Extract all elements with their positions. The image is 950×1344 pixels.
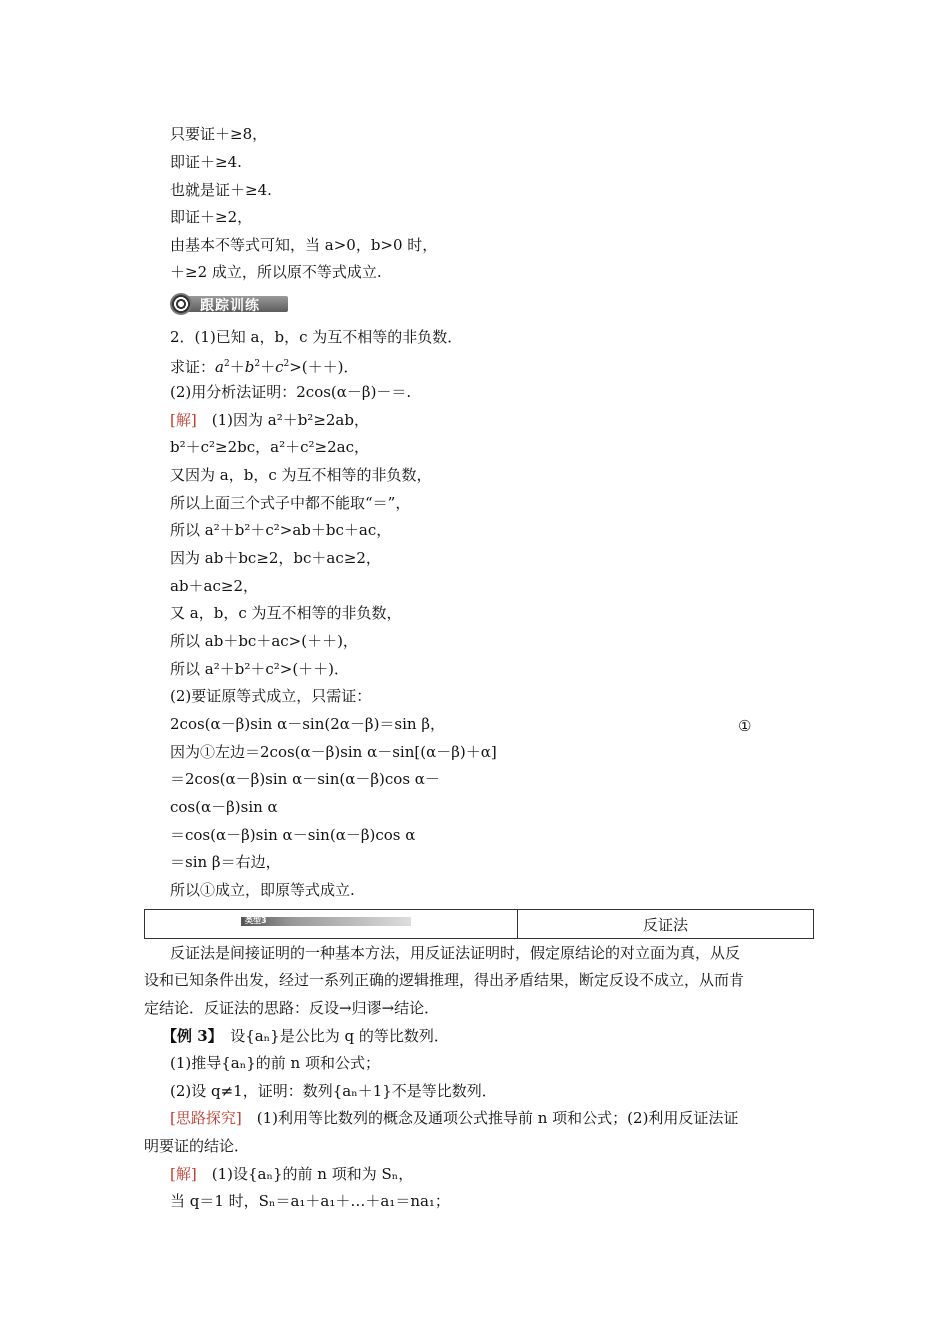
equation-number: ① (738, 717, 752, 735)
text-line: 也就是证＋≥4. (170, 181, 272, 199)
type-title: 反证法 (642, 916, 688, 934)
solution-line: 所以①成立，即原等式成立. (170, 881, 355, 899)
problem-expr: (＋＋)． (301, 358, 359, 376)
badge-label: 跟踪训练 (200, 298, 260, 314)
problem-prefix: 求证： (170, 358, 216, 376)
solution-line: 因为①左边＝2cos(α－β)sin α－sin[(α－β)＋α] (170, 743, 497, 761)
method-line: 设和已知条件出发，经过一系列正确的逻辑推理，得出矛盾结果，断定反设不成立，从而肯 (144, 971, 745, 989)
solution-line: 所以 a²＋b²＋c²>ab＋bc＋ac， (170, 521, 392, 539)
solution-line: 所以 a²＋b²＋c²>(＋＋)． (170, 660, 350, 678)
example-label: 【例 3】 (162, 1027, 216, 1045)
solution-line: b²＋c²≥2bc，a²＋c²≥2ac， (170, 438, 369, 456)
solution2-line (170, 1164, 413, 1184)
solution-line: 因为 ab＋bc≥2，bc＋ac≥2， (170, 549, 381, 567)
solution-line: cos(α－β)sin α (170, 798, 278, 816)
text-line: ＋≥2 成立，所以原不等式成立. (170, 263, 382, 281)
solution-line: 又 a，b，c 为互不相等的非负数， (170, 604, 402, 622)
solution-tag: [解] (170, 411, 197, 429)
section-badge (170, 293, 288, 315)
solution-line (170, 410, 369, 430)
solution-line: ＝sin β＝右边， (170, 853, 281, 871)
solution-line: ＝2cos(α－β)sin α－sin(α－β)cos α－ (170, 770, 440, 788)
target-icon (170, 293, 192, 315)
solution-line: 2cos(α－β)sin α－sin(2α－β)＝sin β， (170, 715, 446, 733)
solution2-text: (1)设{aₙ}的前 n 项和为 Sₙ， (211, 1165, 414, 1183)
solution2-line: 当 q＝1 时，Sₙ＝a₁＋a₁＋…＋a₁＝na₁； (170, 1192, 450, 1210)
type-table (144, 909, 814, 939)
example-stmt: 设{aₙ}是公比为 q 的等比数列． (230, 1027, 449, 1045)
problem-line: 求证：$a^2+b^2+c^2>(++)$． (170, 358, 359, 376)
solution-text: (1)因为 a²＋b²≥2ab， (211, 411, 369, 429)
text-line: 即证＋≥2， (170, 208, 253, 226)
text-line: 由基本不等式可知，当 a>0，b>0 时， (170, 236, 438, 254)
idea-tag: [思路探究] (170, 1109, 242, 1127)
example-line (162, 1026, 449, 1046)
solution-line: 所以上面三个式子中都不能取“＝”， (170, 494, 411, 512)
text-line: 即证＋≥4. (170, 153, 242, 171)
method-line: 定结论．反证法的思路：反设→归谬→结论． (144, 999, 440, 1017)
solution-line: 所以 ab＋bc＋ac>(＋＋)， (170, 632, 358, 650)
solution2-tag: [解] (170, 1165, 197, 1183)
idea-text: (1)利用等比数列的概念及通项公式推导前 n 项和公式；(2)利用反证法证 (256, 1109, 739, 1127)
solution-line: ab＋ac≥2， (170, 577, 259, 595)
example-line: (2)设 q≠1，证明：数列{aₙ＋1}不是等比数列． (170, 1082, 497, 1100)
problem-line: 2．(1)已知 a，b，c 为互不相等的非负数． (170, 328, 463, 346)
solution-line: (2)要证原等式成立，只需证： (170, 687, 372, 705)
method-line: 反证法是间接证明的一种基本方法，用反证法证明时，假定原结论的对立面为真，从反 (170, 944, 741, 962)
solution-line: 又因为 a，b，c 为互不相等的非负数， (170, 466, 432, 484)
type-tag-label: 类型3 (245, 916, 267, 925)
solution-line: ＝cos(α－β)sin α－sin(α－β)cos α (170, 826, 416, 844)
idea-line: 明要证的结论． (144, 1137, 250, 1155)
idea-line (170, 1108, 738, 1128)
text-line: 只要证＋≥8， (170, 125, 268, 143)
example-line: (1)推导{aₙ}的前 n 项和公式； (170, 1054, 380, 1072)
problem-line: (2)用分析法证明：2cos(α－β)－＝. (170, 383, 412, 401)
type-tag (241, 917, 411, 926)
